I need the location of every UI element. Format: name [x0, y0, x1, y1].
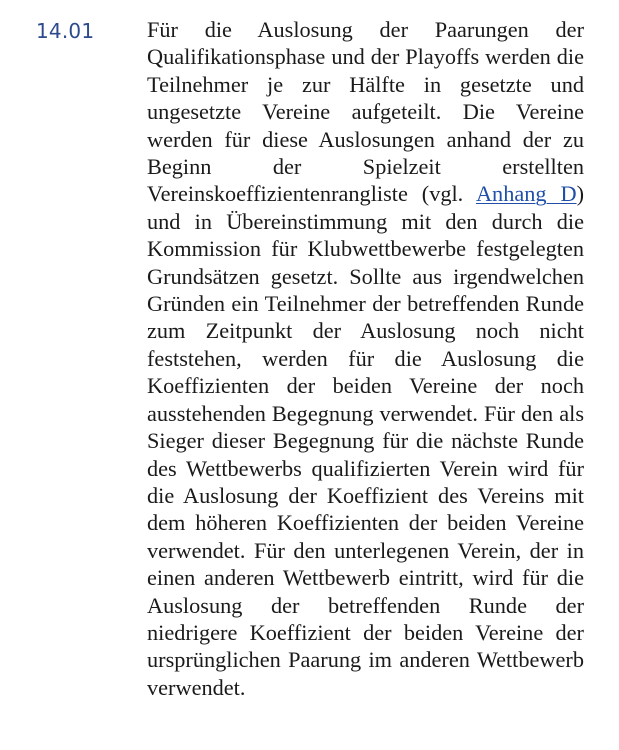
- article-number: 14.01: [36, 19, 95, 43]
- annex-d-link[interactable]: Anhang D: [475, 181, 577, 207]
- article-text-part-1: Für die Auslosung der Paarungen der Qualifikationsphase und der Playoffs werden die Teilnehmer je zur Hälfte in gesetzte und ungesetzte Vereine aufgeteilt. Die Vereine werden für diese Auslosungen anhand der zu Beginn der Spielzeit erstellten Vereinskoeffizientenrangliste (vgl.: [147, 17, 584, 207]
- article-text-part-2: ) und in Übereinstimmung mit den durch die Kommission für Klubwettbewerbe festgelegten Grundsätzen gesetzt. Sollte aus irgendwelchen Gründen ein Teilnehmer der betreffenden Runde zum Zeitpunkt der Auslosung noch nicht feststehen, werden für die Auslosung die Koeffizienten der beiden Vereine der noch ausstehenden Begegnung verwendet. Für den als Sieger dieser Begegnung für die nächste Runde des Wettbewerbs qualifizierten Verein wird für die Auslosung der Koeffizient des Vereins mit dem höheren Koeffizienten der beiden Vereine verwendet. Für den unterlegenen Verein, der in einen anderen Wettbewerb eintritt, wird für die Auslosung der betreffenden Runde der niedrigere Koeffizient der beiden Vereine der ursprünglichen Paarung im anderen Wettbewerb verwendet.: [147, 181, 584, 700]
- article-body: [147, 16, 584, 701]
